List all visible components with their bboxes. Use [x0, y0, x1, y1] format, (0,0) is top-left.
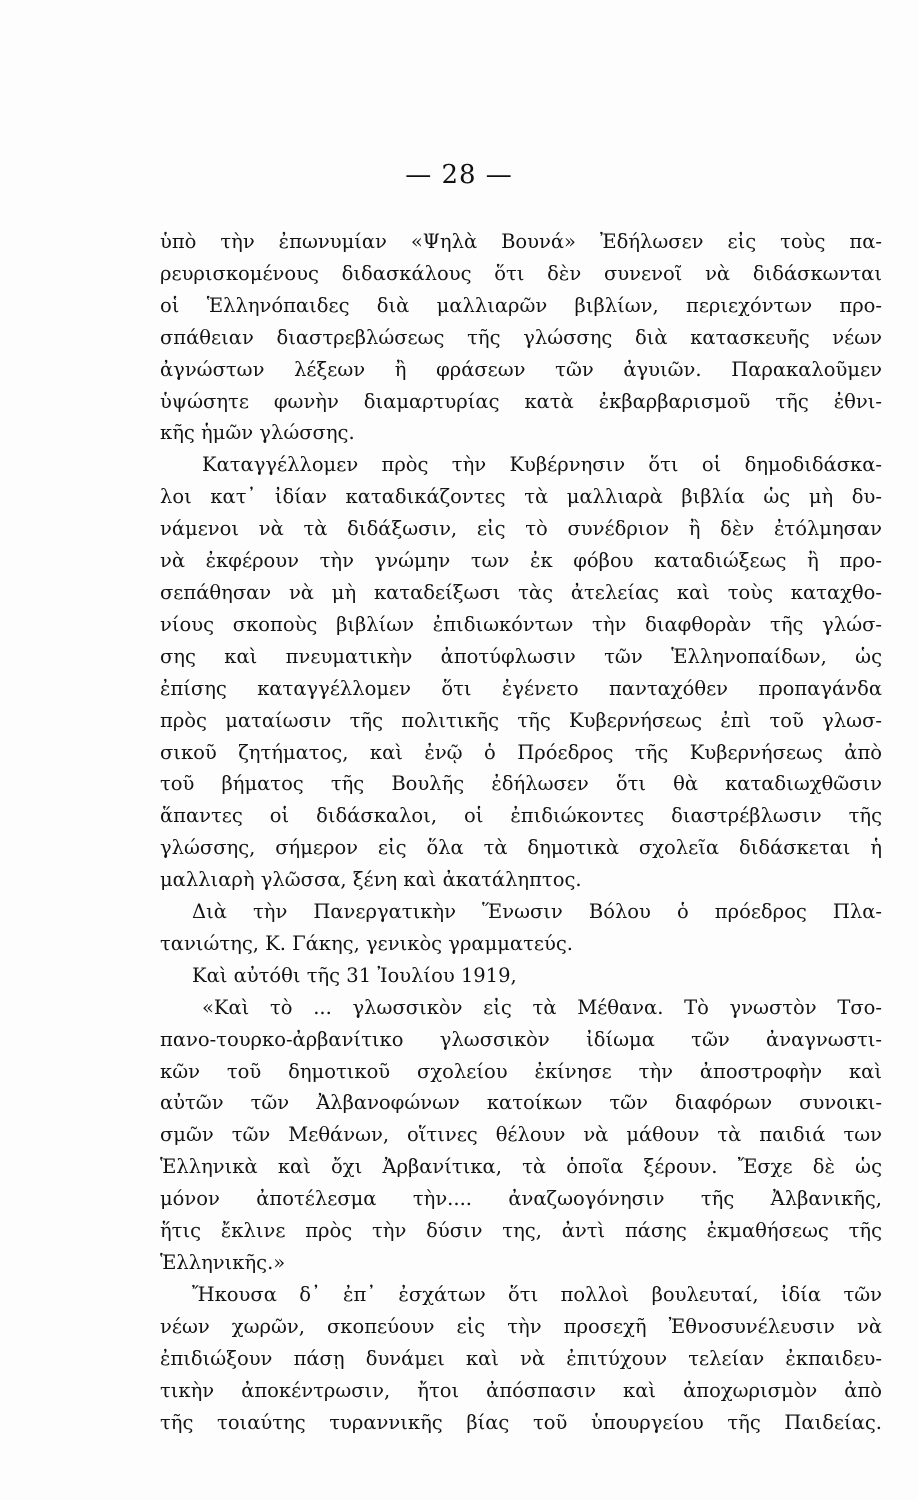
text-line: τῆς τοιαύτης τυραννικῆς βίας τοῦ ὑπουργείου τῆς Παιδείας.	[160, 1410, 882, 1434]
text-line: ἥτις ἔκλινε πρὸς τὴν δύσιν της, ἀντὶ πάσης ἐκμαθήσεως τῆς	[160, 1219, 882, 1243]
text-line: ἐπιδιώξουν πάσῃ δυνάμει καὶ νὰ ἐπιτύχουν τελείαν ἐκπαιδευ-	[160, 1346, 882, 1370]
text-line: ρευρισκομένους διδασκάλους ὅτι δὲν συνενοῖ νὰ διδάσκωνται	[160, 261, 882, 285]
text-line: νίους σκοποὺς βιβλίων ἐπιδιωκόντων τὴν διαφθορὰν τῆς γλώσ-	[160, 612, 882, 636]
text-line: γλώσσης, σήμερον εἰς ὅλα τὰ δημοτικὰ σχολεῖα διδάσκεται ἡ	[160, 836, 882, 860]
text-line: τοῦ βήματος τῆς Βουλῆς ἐδήλωσεν ὅτι θὰ καταδιωχθῶσιν	[160, 772, 882, 796]
text-line: σεπάθησαν νὰ μὴ καταδείξωσι τὰς ἀτελείας καὶ τοὺς καταχθο-	[160, 580, 882, 604]
text-line: αὐτῶν τῶν Ἀλβανοφώνων κατοίκων τῶν διαφόρων συνοικι-	[160, 1091, 882, 1115]
body-text	[160, 226, 882, 1438]
text-line: Καὶ αὐτόθι τῆς 31 Ἰουλίου 1919,	[192, 963, 517, 987]
text-line: νὰ ἐκφέρουν τὴν γνώμην των ἐκ φόβου καταδιώξεως ἢ προ-	[160, 549, 882, 573]
text-line: ὑπὸ τὴν ἐπωνυμίαν «Ψηλὰ Βουνά» Ἐδήλωσεν εἰς τοὺς πα-	[160, 230, 882, 253]
text-line: Καταγγέλλομεν πρὸς τὴν Κυβέρνησιν ὅτι οἱ δημοδιδάσκα-	[202, 453, 882, 477]
text-line: πανο-τουρκο-ἀρβανίτικο γλωσσικὸν ἰδίωμα τῶν ἀναγνωστι-	[160, 1027, 882, 1051]
text-line: κῆς ἡμῶν γλώσσης.	[160, 421, 355, 445]
text-line: Ἤκουσα δ᾽ ἐπ᾽ ἐσχάτων ὅτι πολλοὶ βουλευταί, ἰδία τῶν	[192, 1282, 882, 1306]
text-line: ὑψώσητε φωνὴν διαμαρτυρίας κατὰ ἐκβαρβαρισμοῦ τῆς ἐθνι-	[160, 389, 882, 413]
text-line: ἀγνώστων λέξεων ἢ φράσεων τῶν ἀγυιῶν. Παρακαλοῦμεν	[160, 357, 882, 381]
text-line: νέων χωρῶν, σκοπεύουν εἰς τὴν προσεχῆ Ἐθνοσυνέλευσιν νὰ	[160, 1314, 882, 1338]
text-line: «Καὶ τὸ ... γλωσσικὸν εἰς τὰ Μέθανα. Τὸ γνωστὸν Τσο-	[202, 995, 882, 1019]
text-line: σης καὶ πνευματικὴν ἀποτύφλωσιν τῶν Ἑλληνοπαίδων, ὡς	[160, 644, 882, 668]
text-line: κῶν τοῦ δημοτικοῦ σχολείου ἐκίνησε τὴν ἀποστροφὴν καὶ	[160, 1059, 882, 1083]
text-line: μαλλιαρὴ γλῶσσα, ξένη καὶ ἀκατάληπτος.	[160, 868, 582, 892]
text-line: ἐπίσης καταγγέλλομεν ὅτι ἐγένετο πανταχόθεν προπαγάνδα	[160, 676, 882, 700]
text-line: Διὰ τὴν Πανεργατικὴν Ἕνωσιν Βόλου ὁ πρόεδρος Πλα-	[192, 900, 882, 924]
text-line: τικὴν ἀποκέντρωσιν, ἤτοι ἀπόσπασιν καὶ ἀποχωρισμὸν ἀπὸ	[160, 1378, 882, 1402]
text-line: λοι κατ᾽ ἰδίαν καταδικάζοντες τὰ μαλλιαρὰ βιβλία ὡς μὴ δυ-	[160, 485, 882, 509]
text-line: ἅπαντες οἱ διδάσκαλοι, οἱ ἐπιδιώκοντες διαστρέβλωσιν τῆς	[160, 804, 882, 828]
text-line: σικοῦ ζητήματος, καὶ ἐνῷ ὁ Πρόεδρος τῆς Κυβερνήσεως ἀπὸ	[160, 740, 882, 764]
text-line: πρὸς ματαίωσιν τῆς πολιτικῆς τῆς Κυβερνήσεως ἐπὶ τοῦ γλωσ-	[160, 708, 882, 732]
text-line: νάμενοι νὰ τὰ διδάξωσιν, εἰς τὸ συνέδριον ἢ δὲν ἐτόλμησαν	[160, 517, 882, 541]
text-line: μόνον ἀποτέλεσμα τὴν.... ἀναζωογόνησιν τῆς Ἀλβανικῆς,	[160, 1187, 882, 1211]
text-line: τανιώτης, Κ. Γάκης, γενικὸς γραμματεύς.	[160, 931, 573, 955]
page-number: — 28 —	[405, 160, 513, 190]
text-line: σμῶν τῶν Μεθάνων, οἵτινες θέλουν νὰ μάθουν τὰ παιδιά των	[160, 1123, 882, 1147]
text-line: Ἑλληνικὰ καὶ ὄχι Ἀρβανίτικα, τὰ ὁποῖα ξέρουν. Ἔσχε δὲ ὡς	[160, 1155, 882, 1179]
text-line: Ἑλληνικῆς.»	[160, 1251, 286, 1274]
text-line: σπάθειαν διαστρεβλώσεως τῆς γλώσσης διὰ κατασκευῆς νέων	[160, 325, 882, 349]
text-line: οἱ Ἑλληνόπαιδες διὰ μαλλιαρῶν βιβλίων, περιεχόντων προ-	[160, 293, 882, 317]
